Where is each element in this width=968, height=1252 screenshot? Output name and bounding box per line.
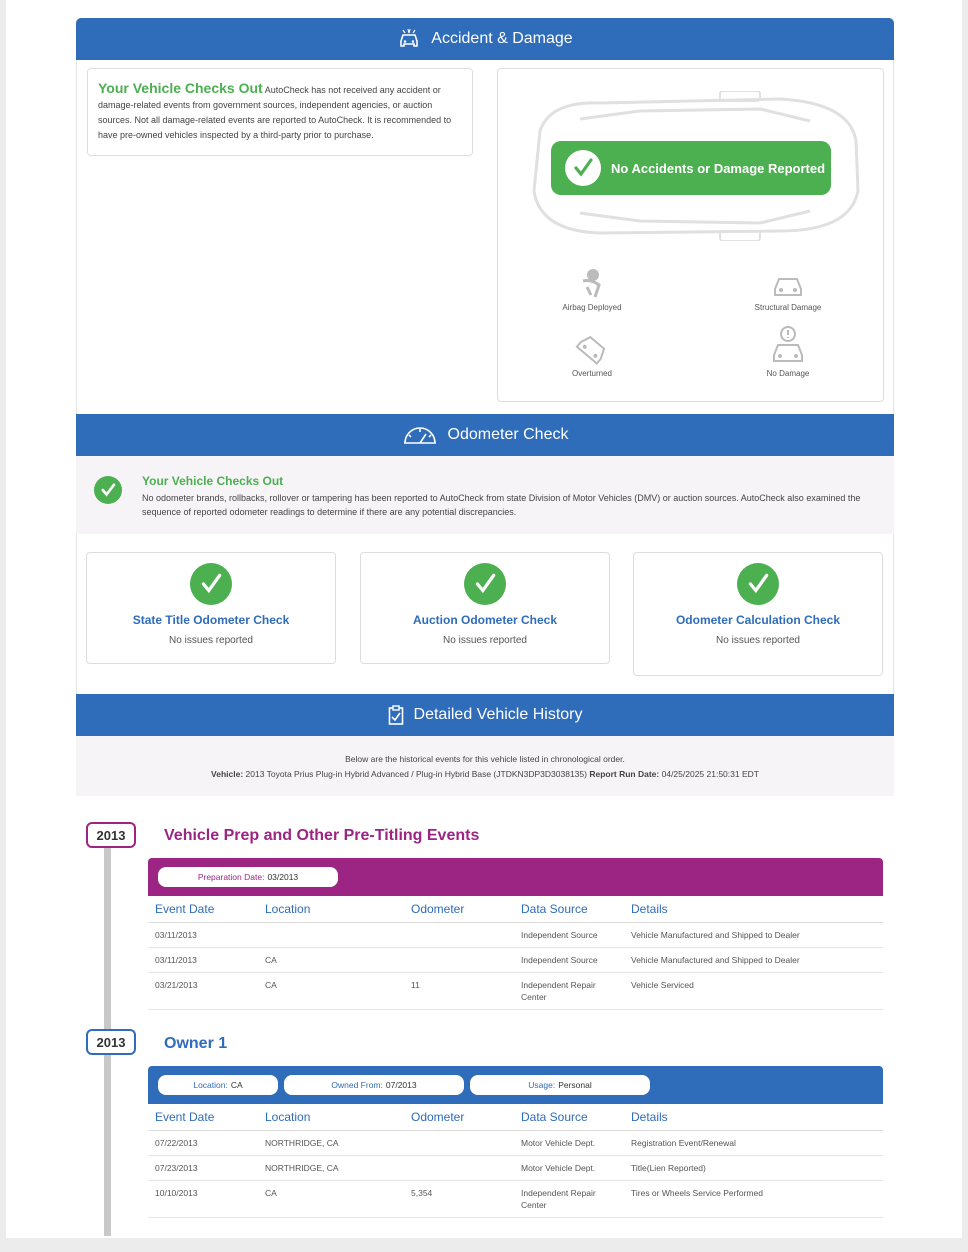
odometer-note-title: Your Vehicle Checks Out (142, 474, 284, 488)
overturned-icon (575, 333, 609, 365)
no-accidents-text: No Accidents or Damage Reported (611, 160, 826, 176)
odometer-icon (402, 425, 438, 445)
accident-note-highlight: Your Vehicle Checks Out (98, 80, 263, 96)
auction-odometer-card: Auction Odometer Check No issues reported (360, 552, 610, 664)
year-badge: 2013 (86, 822, 136, 848)
structural-damage: Structural Damage (728, 273, 848, 312)
table-row: 03/11/2013 CA Independent Source Vehicle Manufactured and Shipped to Dealer (148, 947, 883, 972)
accident-section (76, 60, 894, 414)
accident-note-text: AutoCheck has not received any accident or damage-related events from government sources, independent agencies, or auction sources. Not all damage-related events are reported to AutoCheck. It is recommended to have pre-owned vehicles inspected by a third-party prior to purchase. (98, 85, 452, 140)
location-pill: Location: CA (158, 1075, 278, 1095)
history-timeline (76, 796, 894, 1236)
report-content (76, 18, 894, 1236)
table-row: 07/22/2013 NORTHRIDGE, CA Motor Vehicle Dept. Registration Event/Renewal (148, 1130, 883, 1155)
year-badge: 2013 (86, 1029, 136, 1055)
check-icon (737, 563, 779, 605)
table-row: 03/21/2013 CA 11 Independent Repair Center Vehicle Serviced (148, 972, 883, 1009)
usage-pill: Usage: Personal (470, 1075, 650, 1095)
check-icon (190, 563, 232, 605)
preparation-date-pill: Preparation Date: 03/2013 (158, 867, 338, 887)
table-row: 10/10/2013 CA 5,354 Independent Repair Center Tires or Wheels Service Performed (148, 1180, 883, 1217)
block-title: Owner 1 (164, 1035, 228, 1052)
history-header-title: Detailed Vehicle History (413, 706, 583, 723)
airbag-icon (577, 267, 607, 299)
table-row: 07/23/2013 NORTHRIDGE, CA Motor Vehicle Dept. Title(Lien Reported) (148, 1155, 883, 1180)
report-page (6, 0, 962, 1238)
odometer-header (76, 414, 894, 456)
no-damage-icon (770, 325, 806, 365)
odometer-cards (76, 534, 894, 694)
block-title: Vehicle Prep and Other Pre-Titling Events (164, 827, 480, 844)
accident-header-title: Accident & Damage (431, 30, 573, 47)
events-table: Event Date Location Odometer Data Source Details 03/11/2013 Independent Source Vehicle Manufactured and Shipped to Dealer 03/11/2013 CA Independent Source Vehicle Manufactured and Shipped to Dealer 03/21/2013 CA 11 Independent Repair Center Vehicle Serviced (148, 896, 883, 1010)
event-block-owner-1 (148, 1022, 883, 1218)
history-intro: Below are the historical events for this vehicle listed in chronological order. Vehicle: 2013 Toyota Prius Plug-in Hybrid Advanced / Plug-in Hybrid Base (JTDKN3DP3D3038135) Report Run Date: 04/25/2025 21:50:31 EDT (76, 736, 894, 796)
no-damage: No Damage (728, 325, 848, 378)
check-icon (565, 150, 601, 186)
odometer-header-title: Odometer Check (447, 426, 569, 443)
odometer-calculation-card: Odometer Calculation Check No issues reported (633, 552, 883, 676)
accident-panel (497, 68, 884, 402)
block-band (148, 858, 883, 896)
check-icon (464, 563, 506, 605)
car-damage-icon (397, 29, 421, 49)
accident-header (76, 18, 894, 60)
state-title-odometer-card: State Title Odometer Check No issues reported (86, 552, 336, 664)
events-table: Event Date Location Odometer Data Source Details 07/22/2013 NORTHRIDGE, CA Motor Vehicle Dept. Registration Event/Renewal 07/23/2013 NORTHRIDGE, CA Motor Vehicle Dept. Title(Lien Reported) 10/10/2013 CA 5,354 Independent Repair Center Tires or Wheels Service Performed (148, 1104, 883, 1218)
clipboard-icon (388, 705, 404, 725)
check-icon (94, 476, 122, 504)
overturned: Overturned (532, 333, 652, 378)
odometer-note-text: No odometer brands, rollbacks, rollover or tampering has been reported to AutoCheck from state Division of Motor Vehicles (DMV) or auction sources. AutoCheck also examined the sequence of reported odometer readings to determine if there are any potential discrepancies. (142, 493, 861, 517)
block-band (148, 1066, 883, 1104)
owned-from-pill: Owned From: 07/2013 (284, 1075, 464, 1095)
structural-damage-icon (771, 273, 805, 299)
history-header (76, 694, 894, 736)
event-block-pretitle (148, 814, 883, 1010)
accident-note (87, 68, 473, 156)
no-accidents-badge (551, 141, 831, 195)
odometer-note (76, 456, 894, 534)
airbag-deployed: Airbag Deployed (532, 267, 652, 312)
table-row: 03/11/2013 Independent Source Vehicle Manufactured and Shipped to Dealer (148, 922, 883, 947)
